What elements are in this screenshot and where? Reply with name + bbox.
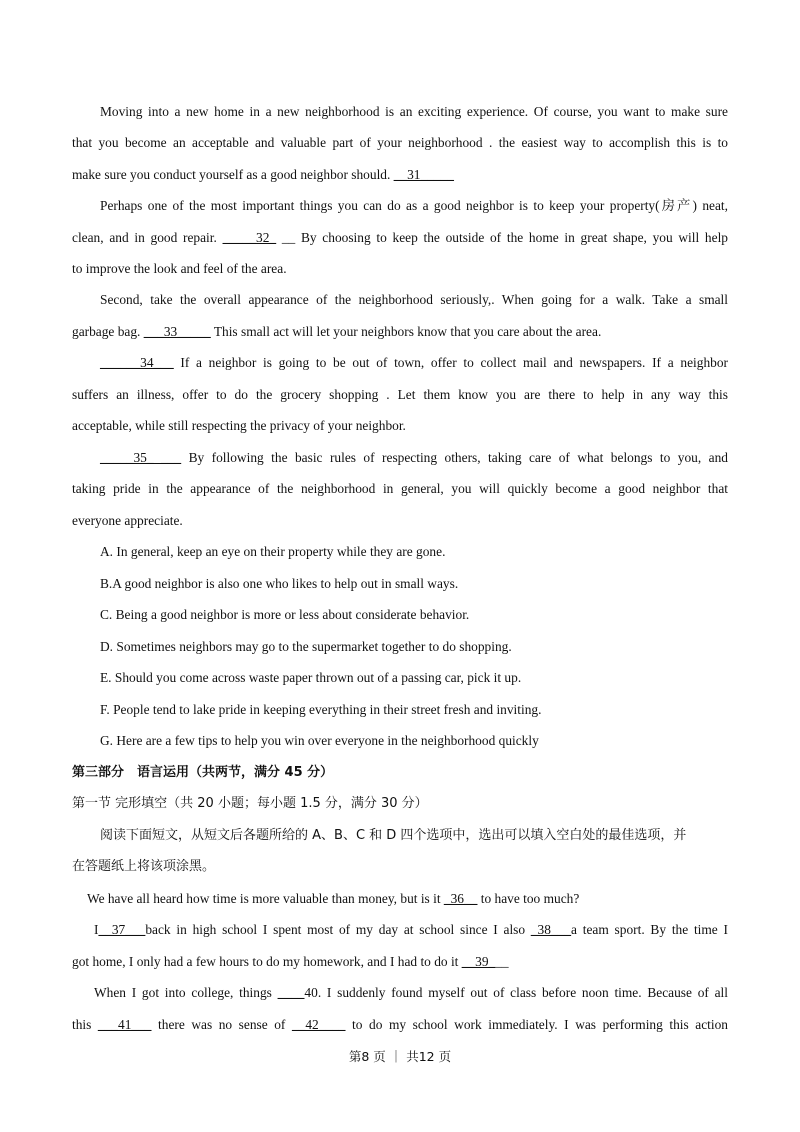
passage-line: Perhaps one of the most important things you can do as a good neighbor is to keep your property(房产) neat, — [100, 198, 728, 213]
passage-line: ______34___ If a neighbor is going to be out of town, offer to collect mail and newspapers. If a neighbor — [100, 355, 728, 370]
blank-38: _38___ — [530, 922, 572, 937]
cloze-line: this ___41___ there was no sense of __42____ to do my school work immediately. I was performing this action — [72, 1017, 728, 1032]
passage-line: garbage bag. ___33_____ This small act will let your neighbors know that you care about the area. — [72, 324, 602, 339]
instruction-line: 在答题纸上将该项涂黑。 — [72, 859, 216, 874]
blank-34: ______34___ — [100, 355, 174, 370]
blank-39: __39_ — [461, 954, 496, 969]
cloze-line: got home, I only had a few hours to do my homework, and I had to do it __39___ — [72, 954, 509, 969]
option-b: B.A good neighbor is also one who likes to help out in small ways. — [100, 576, 459, 591]
passage-line: Moving into a new home in a new neighborhood is an exciting experience. Of course, you want to make sure — [100, 104, 728, 119]
option-d: D. Sometimes neighbors may go to the supermarket together to do shopping. — [100, 639, 512, 654]
blank-37: __37___ — [98, 922, 146, 937]
subsection-title: 第一节 完形填空（共 20 小题；每小题 1.5 分，满分 30 分） — [72, 796, 428, 811]
cloze-line: I__37___back in high school I spent most of my day at school since I also _38___a team sport. By the time I — [94, 922, 728, 937]
blank-41: ___41___ — [97, 1017, 152, 1032]
part-title: 第三部分 语言运用（共两节，满分 45 分） — [72, 765, 334, 780]
blank-31: __31_____ — [393, 167, 454, 182]
cloze-line: We have all heard how time is more valuable than money, but is it _36__ to have too much? — [87, 891, 580, 906]
blank-33: ___33_____ — [143, 324, 211, 339]
option-c: C. Being a good neighbor is more or less about considerate behavior. — [100, 607, 470, 622]
passage-line: suffers an illness, offer to do the grocery shopping . Let them know you are there to help in any way this — [72, 387, 728, 402]
passage-line: taking pride in the appearance of the neighborhood in general, you will quickly become a good neighbor that — [72, 481, 728, 496]
cloze-line: When I got into college, things ____40. I suddenly found myself out of class before noon time. Because of all — [94, 985, 728, 1000]
instruction-line: 阅读下面短文，从短文后各题所给的 A、B、C 和 D 四个选项中，选出可以填入空白处的最佳选项，并 — [100, 828, 687, 843]
page-footer: 第8 页 ｜ 共12 页 — [348, 1049, 452, 1064]
blank-36: _36__ — [443, 891, 478, 906]
passage-line: clean, and in good repair. _____32_ __ By choosing to keep the outside of the home in great shape, you will help — [72, 230, 728, 245]
blank-32: _____32_ — [222, 230, 277, 245]
passage-line: everyone appreciate. — [72, 513, 183, 528]
passage-line: make sure you conduct yourself as a good neighbor should. __31_____ — [72, 167, 454, 182]
blank-40: ____ — [277, 985, 305, 1000]
passage-line: that you become an acceptable and valuable part of your neighborhood . the easiest way to accomplish this is to — [72, 135, 728, 150]
blank-35: _____35_ ___ — [100, 450, 182, 465]
option-g: G. Here are a few tips to help you win over everyone in the neighborhood quickly — [100, 733, 539, 748]
passage-line: acceptable, while still respecting the privacy of your neighbor. — [72, 418, 406, 433]
option-e: E. Should you come across waste paper thrown out of a passing car, pick it up. — [100, 670, 522, 685]
blank-42: __42____ — [291, 1017, 346, 1032]
passage-line: to improve the look and feel of the area. — [72, 261, 287, 276]
passage-line: _____35_ ___ By following the basic rules of respecting others, taking care of what belongs to you, and — [100, 450, 729, 465]
option-f: F. People tend to lake pride in keeping everything in their street fresh and inviting. — [100, 702, 542, 717]
option-a: A. In general, keep an eye on their property while they are gone. — [100, 544, 446, 559]
passage-line: Second, take the overall appearance of the neighborhood seriously,. When going for a walk. Take a small — [100, 292, 728, 307]
